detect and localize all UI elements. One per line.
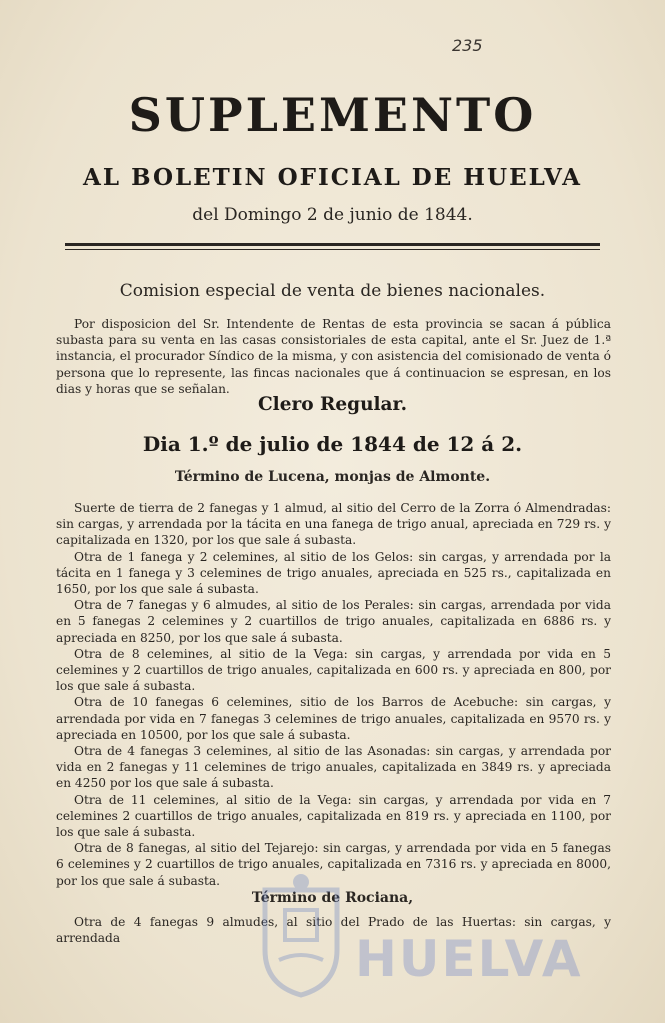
lot-item: Otra de 11 celemines, al sitio de la Vega: sin cargas, y arrendada por vida en 7 celemines 2 cuartillos de trigo anuales, capitalizada en 819 rs. y apreciada en 1100, por los que sale á subasta. (56, 792, 611, 840)
seal-watermark-icon (255, 870, 347, 1000)
subsection-heading: Clero Regular. (257, 394, 408, 415)
header-rule (65, 243, 600, 246)
page-number: 235 (452, 36, 483, 55)
header-rule-thin (65, 249, 600, 250)
watermark-logo-text: HUELVA (355, 930, 583, 988)
lot-item: Otra de 7 fanegas y 6 almudes, al sitio de los Perales: sin cargas, arrendada por vida en 5 fanegas 2 celemines y 2 cuartillos de trigo anuales, capitalizada en 6886 rs. y apreciada en 8250, por los que sale á subasta. (56, 598, 611, 645)
municipality-heading-2: Término de Rociana, (251, 890, 414, 906)
document-subtitle: AL BOLETIN OFICIAL DE HUELVA (83, 164, 582, 191)
lot-list (56, 500, 611, 889)
document-title: SUPLEMENTO (128, 88, 537, 142)
lot-item-last: Otra de 4 fanegas 9 almudes, al sitio del Prado de las Huertas: sin cargas, y arrendada (56, 915, 611, 946)
lot-item: Suerte de tierra de 2 fanegas y 1 almud, al sitio del Cerro de la Zorra ó Almendradas: sin cargas, y arrendada por la tácita en una fanega de trigo anual, apreciada en 729 rs. y capitalizada en 1320, por los que sale á subasta. (56, 501, 611, 548)
municipality-heading: Término de Lucena, monjas de Almonte. (174, 469, 491, 485)
intro-paragraph: Por disposicion del Sr. Intendente de Rentas de esta provincia se sacan á pública subasta para su venta en las casas consistoriales de esta capital, ante el Sr. Juez de 1.ª instancia, el procurador Síndico de la misma, y con asistencia del comisionado de venta ó persona que lo represente, las fincas nacionales que á continuacion se espresan, en los dias y horas que se señalan. (56, 317, 611, 396)
section-heading: Comision especial de venta de bienes nacionales. (119, 281, 546, 301)
date-heading: Dia 1.º de julio de 1844 de 12 á 2. (142, 432, 523, 456)
document-dateline: del Domingo 2 de junio de 1844. (192, 205, 473, 225)
lot-item: Otra de 8 celemines, al sitio de la Vega: sin cargas, y arrendada por vida en 5 celemines y 2 cuartillos de trigo anuales, capitalizada en 600 rs. y apreciada en 800, por los que sale á subasta. (56, 646, 611, 694)
lot-item: Otra de 1 fanega y 2 celemines, al sitio de los Gelos: sin cargas, y arrendada por la tácita en 1 fanega y 3 celemines de trigo anuales, apreciada en 525 rs., capitalizada en 1650, por los que sale á subasta. (56, 549, 611, 597)
lot-item: Otra de 10 fanegas 6 celemines, sitio de los Barros de Acebuche: sin cargas, y arrendada por vida en 7 fanegas 3 celemines de trigo anuales, capitalizada en 9570 rs. y apreciada en 10500, por los que sale á subasta. (56, 695, 611, 742)
lot-item: Otra de 8 fanegas, al sitio del Tejarejo: sin cargas, y arrendada por vida en 5 fanegas 6 celemines y 2 cuartillos de trigo anuales, capitalizada en 7316 rs. y apreciada en 8000, por los que sale á subasta. (56, 841, 611, 888)
lot-item: Otra de 4 fanegas 3 celemines, al sitio de las Asonadas: sin cargas, y arrendada por vida en 2 fanegas y 11 celemines de trigo anuales, capitalizada en 3849 rs. y apreciada en 4250 por los que sale á subasta. (56, 744, 611, 791)
